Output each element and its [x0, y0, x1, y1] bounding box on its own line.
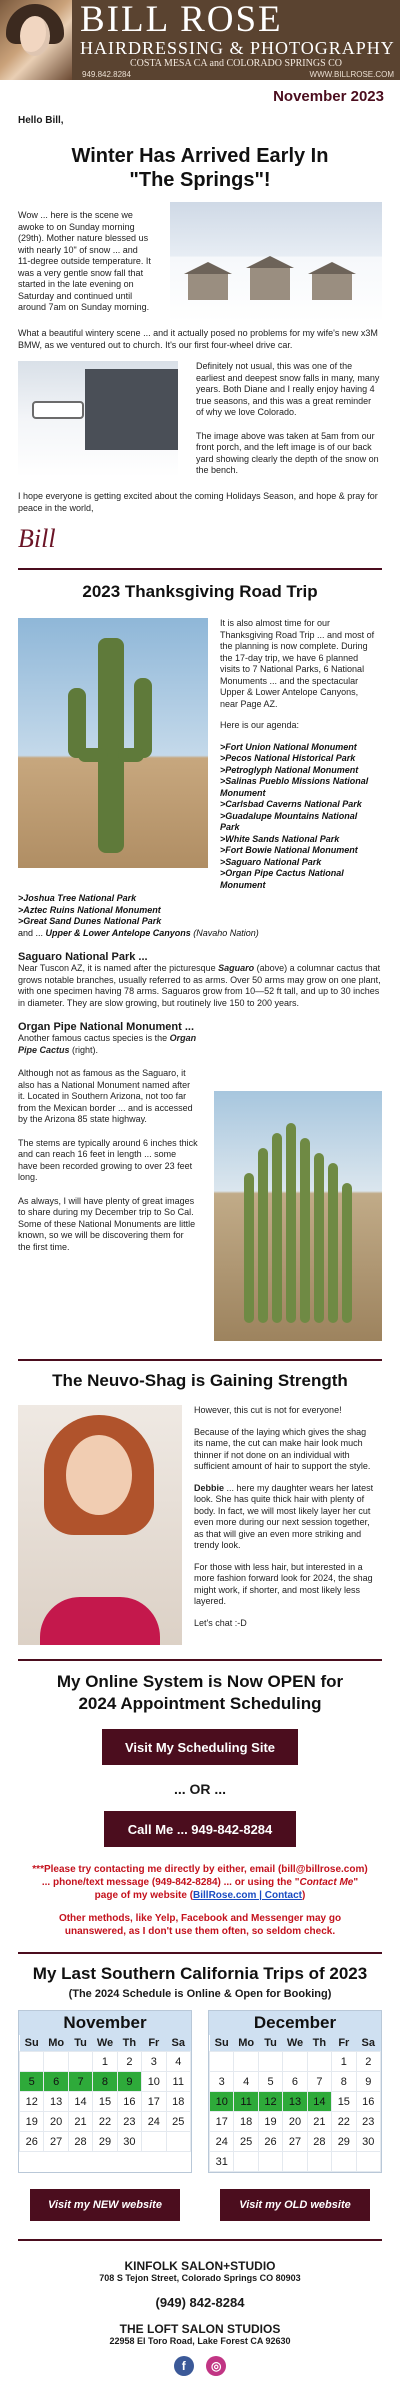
header-portrait [0, 0, 72, 80]
shag-para1: However, this cut is not for everyone! [194, 1405, 342, 1415]
shag-para2: Because of the laying which gives the shag its name, the cut can make hair look much thinner if not done on an individual with sufficient amount of hair to support the style. [194, 1426, 371, 1471]
calendar-day: 11 [234, 2092, 258, 2112]
calendar-empty-cell [307, 2152, 331, 2172]
winter-para1: Wow ... here is the scene we awoke to on Sunday morning (29th). Mother nature blessed us with nearly 10" of snow ... and 11-degree outside temperature. It was a very gentle snow fall that started in the late evening on Saturday and continued until around 7am on Sunday morning. [18, 210, 151, 312]
footer-phone[interactable]: (949) 842-8284 [155, 2295, 245, 2310]
agenda-item: >Guadalupe Mountains National Park [220, 810, 358, 832]
calendar-day: 12 [20, 2092, 44, 2112]
calendar-day: 16 [356, 2092, 380, 2112]
agenda-item: >Great Sand Dunes National Park [18, 916, 162, 926]
calendar-day: 29 [332, 2132, 356, 2152]
agenda-item: >White Sands National Park [220, 833, 340, 844]
calendar-day: 28 [307, 2132, 331, 2152]
signature: Bill [18, 524, 56, 553]
calendar-day: 8 [93, 2072, 117, 2092]
calendar-weekday: Su [20, 2035, 44, 2052]
organ-para3: The stems are typically around 6 inches thick and can reach 16 feet in length ... some have been recorded growing to over 23 feet long. [18, 1137, 198, 1182]
calendar-weekday: Fr [142, 2035, 166, 2052]
calendar-empty-cell [44, 2052, 68, 2072]
calendar-day: 22 [332, 2112, 356, 2132]
calendar-day: 5 [20, 2072, 44, 2092]
saguaro-section [0, 939, 400, 1009]
divider [18, 1359, 382, 1361]
calendar-empty-cell [210, 2052, 234, 2072]
calendar-weekday: Th [117, 2035, 141, 2052]
calendar-december [208, 2010, 382, 2173]
calendar-day: 25 [234, 2132, 258, 2152]
calendar-weekday: Th [307, 2035, 331, 2052]
road-trip-title: 2023 Thanksgiving Road Trip [82, 582, 318, 601]
calendar-weekday: Mo [44, 2035, 68, 2052]
calendar-day: 4 [166, 2052, 190, 2072]
contact-link[interactable]: BillRose.com | Contact [193, 1890, 302, 1901]
calendar-weekday: Tu [258, 2035, 282, 2052]
or-separator: ... OR ... [173, 1781, 227, 1797]
winter-para3: Definitely not usual, this was one of the earliest and deepest snow falls in many, many years. Both Diane and I really enjoy having 4 true seasons, and this was a great reminder of why we love Colorado. [196, 361, 380, 417]
calendar-day: 22 [93, 2112, 117, 2132]
salon2-name: THE LOFT SALON STUDIOS [119, 2322, 281, 2336]
snow-backyard-photo [18, 361, 178, 477]
calendar-day: 10 [142, 2072, 166, 2092]
calendar-empty-cell [234, 2152, 258, 2172]
calendar-day: 6 [283, 2072, 307, 2092]
calendar-day: 27 [44, 2132, 68, 2152]
calendar-day: 14 [307, 2092, 331, 2112]
other-methods-note: Other methods, like Yelp, Facebook and Messenger may go unanswered, as I don't use them often, so seldom check. [58, 1913, 342, 1937]
calendar-day: 30 [117, 2132, 141, 2152]
instagram-icon[interactable]: ◎ [206, 2356, 226, 2376]
calendar-weekday: Sa [356, 2035, 380, 2052]
online-title: My Online System is Now OPEN for 2024 Appointment Scheduling [56, 1672, 344, 1713]
new-website-button[interactable]: Visit my NEW website [30, 2189, 180, 2221]
agenda-item: >Fort Bowie National Monument [220, 845, 358, 855]
calendar-day: 19 [258, 2112, 282, 2132]
divider [18, 2239, 382, 2241]
calendar-day: 10 [210, 2092, 234, 2112]
organ-intro: Another famous cactus species is the Organ Pipe Cactus (right). [18, 1033, 197, 1055]
calendar-day: 7 [307, 2072, 331, 2092]
calendar-weekday: We [93, 2035, 117, 2052]
agenda-item: >Salinas Pueblo Missions National Monument [220, 776, 369, 798]
calendar-grid [19, 2035, 191, 2152]
calendar-day: 19 [20, 2112, 44, 2132]
scheduling-site-button[interactable]: Visit My Scheduling Site [102, 1729, 298, 1765]
agenda-item: >Saguaro National Park [220, 856, 322, 867]
calendar-weekday: Su [210, 2035, 234, 2052]
agenda-item: >Carlsbad Caverns National Park [220, 799, 362, 809]
shag-para5: Let's chat :-D [194, 1617, 247, 1628]
calendar-day: 29 [93, 2132, 117, 2152]
calendar-empty-cell [234, 2052, 258, 2072]
agenda-label: Here is our agenda: [220, 720, 300, 730]
road-trip-intro: It is also almost time for our Thanksgiving Road Trip ... and most of the planning is now complete. During the 17-day trip, we have 6 planned visits to 7 National Parks, 6 National Monuments ... and the spectacular Upper & Lower Antelope Canyons, near Page AZ. [220, 618, 375, 709]
winter-title-line2: "The Springs"! [129, 169, 271, 191]
header-banner [0, 0, 400, 80]
calendar-empty-cell [283, 2052, 307, 2072]
shag-para3: Debbie ... here my daughter wears her latest look. She has quite thick hair with plenty of body. In fact, we will most likely layer her cut even more during our next session together, as that will give an even more striking and trendy look. [194, 1482, 374, 1550]
divider [18, 568, 382, 570]
call-me-button[interactable]: Call Me ... 949-842-8284 [104, 1811, 296, 1847]
calendar-day: 26 [20, 2132, 44, 2152]
debbie-portrait-photo [18, 1405, 182, 1645]
shag-text [194, 1405, 376, 1645]
calendar-empty-cell [68, 2052, 92, 2072]
brand-name: BILL ROSE [80, 0, 283, 40]
calendar-day: 15 [332, 2092, 356, 2112]
organ-para2: Although not as famous as the Saguaro, it also has a National Monument named after it. Located in Southern Arizona, not too far from the Mexican border ... and is accessed by the Arizona 85 state highway. [18, 1068, 193, 1124]
newsletter-date: November 2023 [273, 88, 384, 105]
organ-pipe-text [18, 1021, 198, 1341]
agenda-item: >Aztec Ruins National Monument [18, 904, 161, 915]
calendar-day: 15 [93, 2092, 117, 2112]
calendar-day: 21 [68, 2112, 92, 2132]
calendar-empty-cell [356, 2152, 380, 2172]
calendar-day: 4 [234, 2072, 258, 2092]
winter-para5: I hope everyone is getting excited about the coming Holidays Season, and hope & pray for peace in the world, [18, 491, 378, 513]
calendar-day: 26 [258, 2132, 282, 2152]
calendar-day: 3 [210, 2072, 234, 2092]
calendar-empty-cell [332, 2152, 356, 2172]
calendar-day: 7 [68, 2072, 92, 2092]
calendar-empty-cell [283, 2152, 307, 2172]
calendar-day: 6 [44, 2072, 68, 2092]
calendar-day: 23 [356, 2112, 380, 2132]
calendar-empty-cell [142, 2132, 166, 2152]
socal-subtitle: (The 2024 Schedule is Online & Open for Booking) [68, 1988, 332, 2000]
snow-front-porch-photo [170, 202, 382, 322]
calendar-day: 27 [283, 2132, 307, 2152]
footer [0, 2249, 400, 2376]
shag-title: The Neuvo-Shag is Gaining Strength [52, 1371, 348, 1390]
calendar-day: 20 [44, 2112, 68, 2132]
socal-title: My Last Southern California Trips of 2023 [32, 1964, 368, 1983]
calendar-month-title: December [209, 2011, 381, 2035]
calendar-month-title: November [19, 2011, 191, 2035]
calendar-empty-cell [166, 2132, 190, 2152]
winter-para2: What a beautiful wintery scene ... and it actually posed no problems for my wife's new x3M BMW, as we ventured out to church. It's our first four-wheel drive car. [18, 328, 378, 350]
brand-tagline: HAIRDRESSING & PHOTOGRAPHY [80, 38, 395, 58]
calendar-empty-cell [307, 2052, 331, 2072]
calendar-day: 1 [332, 2052, 356, 2072]
calendar-day: 17 [210, 2112, 234, 2132]
calendar-empty-cell [20, 2052, 44, 2072]
calendar-day: 14 [68, 2092, 92, 2112]
calendar-day: 20 [283, 2112, 307, 2132]
greeting: Hello Bill, [18, 115, 64, 126]
calendar-day: 24 [210, 2132, 234, 2152]
winter-title [0, 144, 400, 192]
organ-heading: Organ Pipe National Monument ... [18, 1021, 195, 1033]
agenda-item: >Petroglyph National Monument [220, 764, 359, 775]
road-trip-side [220, 618, 376, 891]
calendar-day: 24 [142, 2112, 166, 2132]
calendar-day: 5 [258, 2072, 282, 2092]
agenda-list-bottom [0, 891, 400, 939]
calendar-day: 18 [166, 2092, 190, 2112]
calendar-day: 11 [166, 2072, 190, 2092]
calendar-day: 12 [258, 2092, 282, 2112]
calendar-grid [209, 2035, 381, 2172]
header-website[interactable]: WWW.BILLROSE.COM [309, 70, 394, 79]
saguaro-text: Near Tuscon AZ, it is named after the picturesque Saguaro (above) a columnar cactus that grows notable branches, usually referred to as arms. Over 50 arms may grow on one plant, with one specimen having 78 arms. Saguaros grow from 10—52 ft tall, and up to 30 inches in diameter. They are slow growing, but routinely live 150 to 200 years. [18, 963, 381, 1008]
agenda-item: >Fort Union National Monument [220, 741, 357, 752]
calendar-november [18, 2010, 192, 2173]
winter-title-line1: Winter Has Arrived Early In [71, 145, 329, 167]
calendar-day: 9 [356, 2072, 380, 2092]
saguaro-cactus-photo [18, 618, 208, 868]
agenda-item: >Organ Pipe Cactus National Monument [220, 868, 344, 890]
calendar-day: 2 [356, 2052, 380, 2072]
calendar-day: 3 [142, 2052, 166, 2072]
shag-para4: For those with less hair, but interested in a more fashion forward look for 2024, the shag might work, if shorter, and most likely less layered. [194, 1561, 373, 1606]
calendar-day: 28 [68, 2132, 92, 2152]
calendar-day: 16 [117, 2092, 141, 2112]
calendar-day: 8 [332, 2072, 356, 2092]
header-phone: 949.842.8284 [82, 70, 131, 79]
calendar-weekday: We [283, 2035, 307, 2052]
salon1-name: KINFOLK SALON+STUDIO [124, 2259, 276, 2273]
agenda-list-top [220, 742, 376, 892]
header-contact-bar [72, 70, 400, 80]
calendar-day: 18 [234, 2112, 258, 2132]
calendar-day: 2 [117, 2052, 141, 2072]
calendar-day: 21 [307, 2112, 331, 2132]
calendar-empty-cell [258, 2052, 282, 2072]
agenda-item: >Pecos National Historical Park [220, 753, 356, 763]
agenda-item: >Joshua Tree National Park [18, 893, 137, 903]
calendar-empty-cell [258, 2152, 282, 2172]
calendar-day: 1 [93, 2052, 117, 2072]
contact-note: ***Please try contacting me directly by either, email (bill@billrose.com) ... phone/text message (949-842-8284) ... or using the "Contact Me" page of my website (BillRose.com | Contact) [32, 1864, 368, 1901]
calendar-weekday: Mo [234, 2035, 258, 2052]
winter-para4: The image above was taken at 5am from our front porch, and the left image is of our back yard showing clearly the depth of the snow on the bench. [196, 430, 379, 475]
facebook-icon[interactable]: f [174, 2356, 194, 2376]
salon1-address: 708 S Tejon Street, Colorado Springs CO 80903 [99, 2273, 301, 2283]
divider [18, 1659, 382, 1661]
organ-para4: As always, I will have plenty of great images to share during my December trip to So Cal. Some of these National Monuments are little known, so we will be discovering them for the first time. [18, 1195, 196, 1252]
brand-locations: COSTA MESA CA and COLORADO SPRINGS CO [130, 58, 343, 69]
calendar-day: 23 [117, 2112, 141, 2132]
calendar-day: 30 [356, 2132, 380, 2152]
social-links [0, 2356, 400, 2376]
calendar-day: 13 [44, 2092, 68, 2112]
calendar-day: 25 [166, 2112, 190, 2132]
saguaro-heading: Saguaro National Park ... [18, 951, 148, 963]
calendar-weekday: Fr [332, 2035, 356, 2052]
calendar-day: 17 [142, 2092, 166, 2112]
old-website-button[interactable]: Visit my OLD website [220, 2189, 370, 2221]
agenda-item-last: and ... Upper & Lower Antelope Canyons (Navaho Nation) [18, 927, 259, 938]
divider [18, 1952, 382, 1954]
calendar-weekday: Tu [68, 2035, 92, 2052]
calendar-weekday: Sa [166, 2035, 190, 2052]
calendar-day: 9 [117, 2072, 141, 2092]
organ-pipe-cactus-photo [214, 1091, 382, 1341]
calendar-day: 31 [210, 2152, 234, 2172]
salon2-address: 22958 El Toro Road, Lake Forest CA 92630 [109, 2336, 291, 2346]
winter-side-text [196, 361, 380, 477]
calendar-day: 13 [283, 2092, 307, 2112]
